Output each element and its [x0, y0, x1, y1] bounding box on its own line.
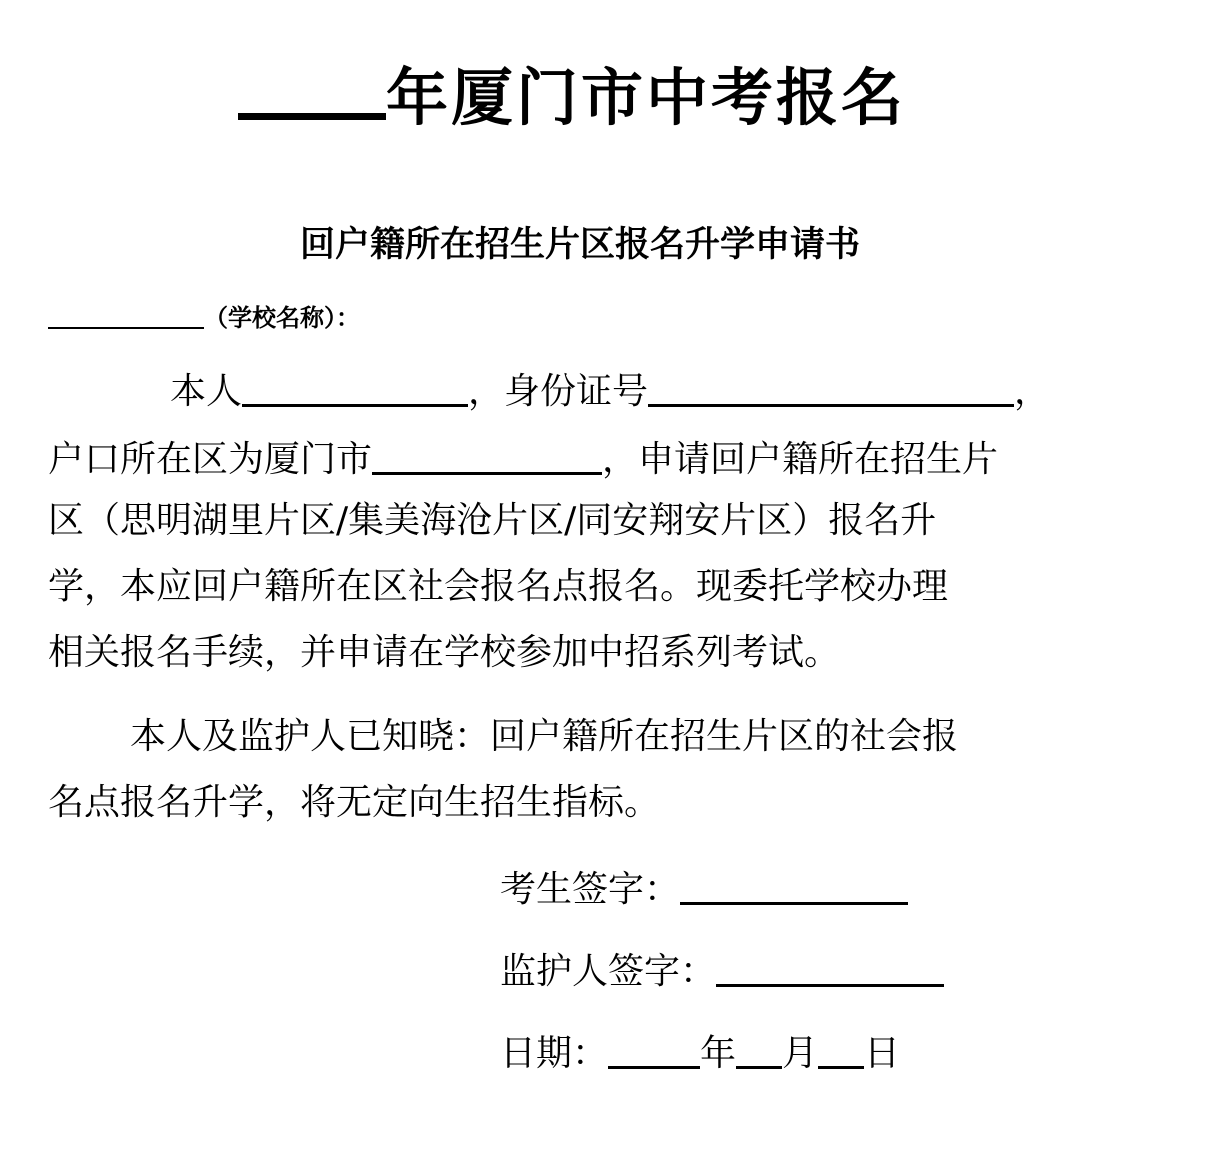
month-label: 月	[782, 1033, 819, 1074]
body-line-7: 名点报名升学，将无定向生招生指标。	[48, 782, 661, 823]
apply-text: ，申请回户籍所在招生片	[602, 439, 999, 480]
body-line-6: 本人及监护人已知晓：回户籍所在招生片区的社会报	[130, 716, 959, 757]
date-row	[500, 1026, 900, 1077]
day-label: 日	[864, 1033, 901, 1074]
guardian-signature-label: 监护人签字：	[500, 951, 717, 992]
date-month-blank[interactable]	[736, 1030, 782, 1069]
document-title	[238, 50, 906, 138]
body-line-5: 相关报名手续，并申请在学校参加中招系列考试。	[48, 632, 841, 673]
date-year-blank[interactable]	[608, 1030, 700, 1069]
document-subtitle: 回户籍所在招生片区报名升学申请书	[299, 225, 860, 265]
district-blank[interactable]	[372, 436, 602, 475]
date-label: 日期：	[500, 1033, 609, 1074]
student-signature-row	[500, 862, 908, 913]
title-text: 年厦门市中考报名	[386, 61, 907, 134]
student-signature-blank[interactable]	[680, 866, 908, 905]
year-label: 年	[700, 1033, 737, 1074]
guardian-signature-row	[500, 944, 944, 995]
body-line-1	[170, 364, 1050, 415]
id-number-label: ，身份证号	[468, 371, 649, 412]
addressee-label: （学校名称）：	[204, 304, 360, 332]
date-day-blank[interactable]	[818, 1030, 864, 1069]
student-signature-label: 考生签字：	[500, 869, 681, 910]
comma: ，	[1014, 371, 1051, 412]
school-name-blank[interactable]	[48, 303, 204, 329]
addressee-line	[48, 300, 360, 336]
id-number-blank[interactable]	[648, 368, 1014, 407]
self-label: 本人	[170, 371, 243, 412]
district-label: 户口所在区为厦门市	[48, 439, 373, 480]
body-line-3: 区（思明湖里片区/集美海沧片区/同安翔安片区）报名升	[48, 500, 937, 541]
year-blank[interactable]	[238, 51, 386, 120]
body-line-2	[48, 432, 998, 483]
name-blank[interactable]	[242, 368, 468, 407]
guardian-signature-blank[interactable]	[716, 948, 944, 987]
body-line-4: 学，本应回户籍所在区社会报名点报名。现委托学校办理	[48, 566, 949, 607]
